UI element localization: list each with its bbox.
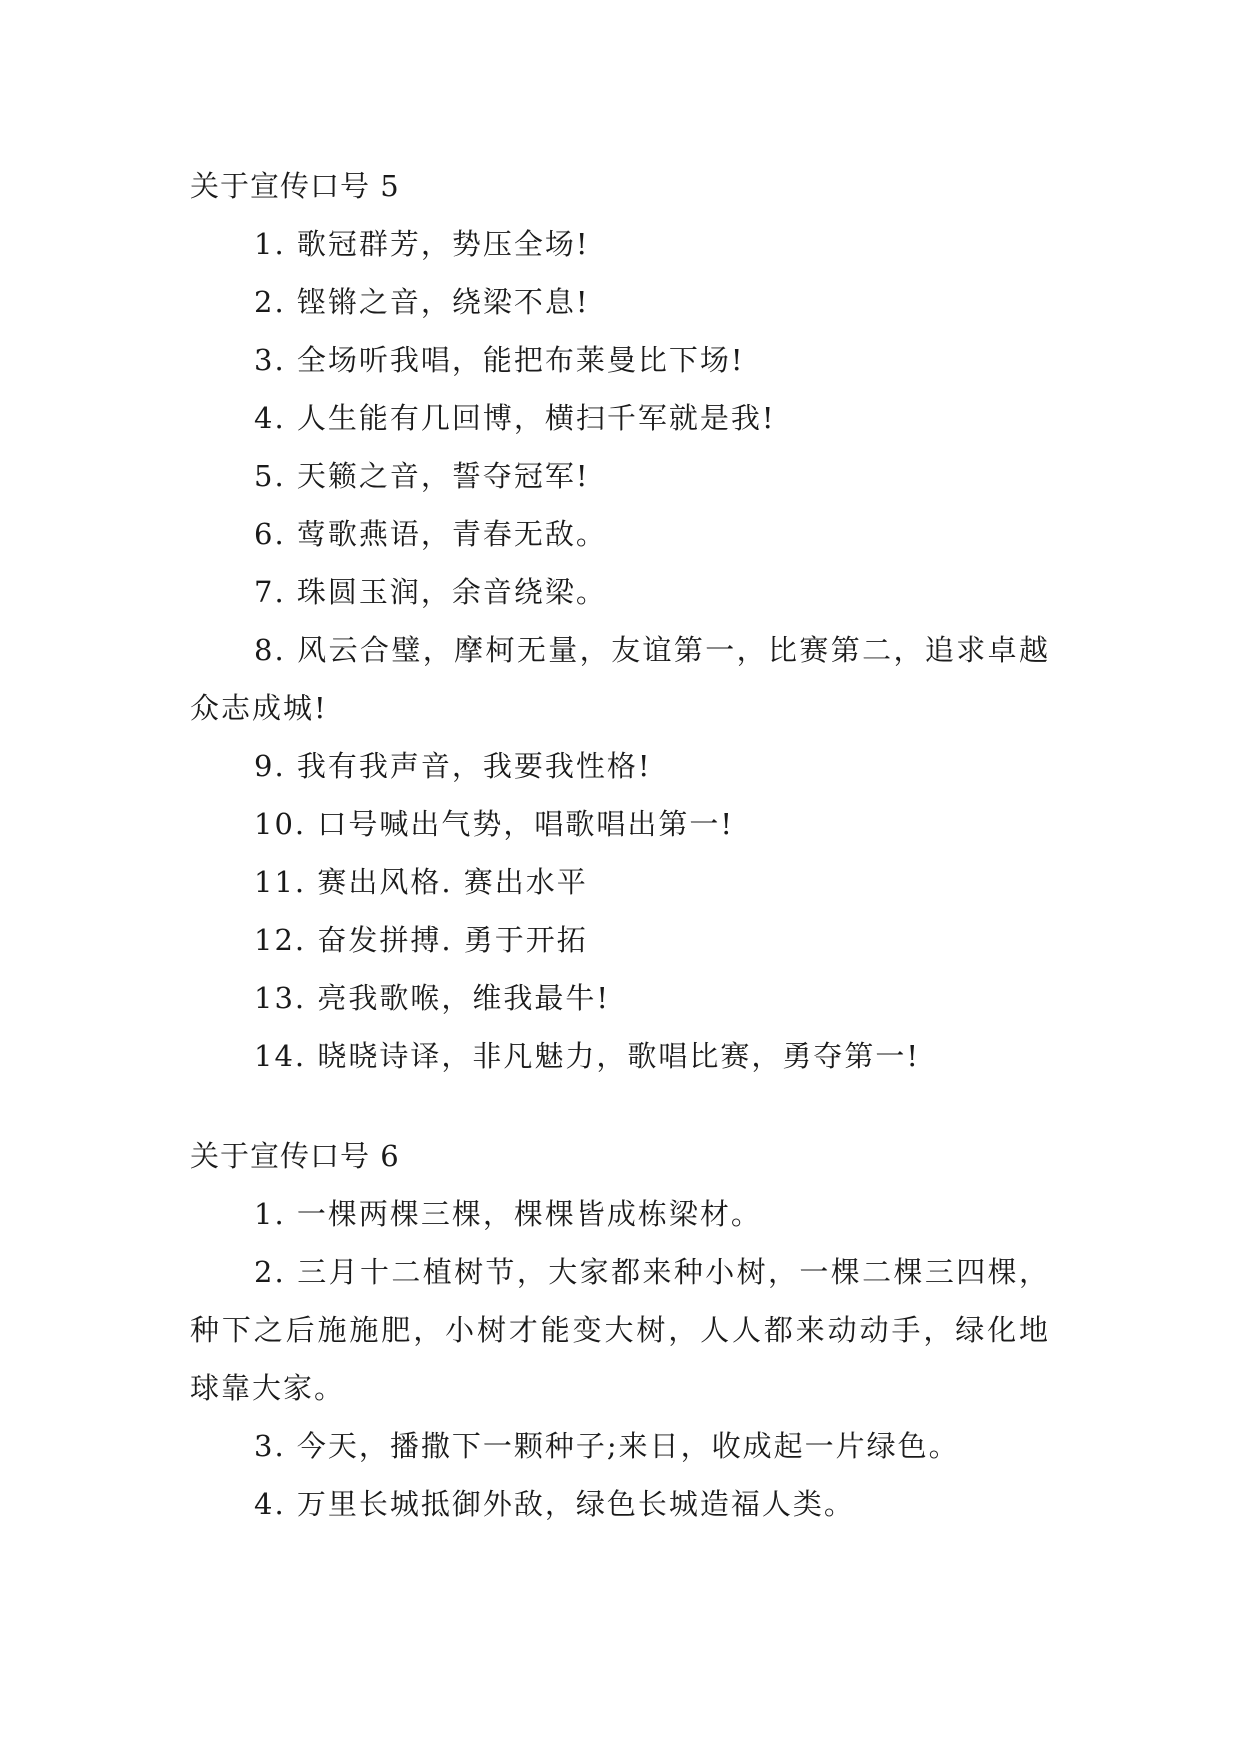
- list-item: 11. 赛出风格. 赛出水平: [254, 865, 588, 899]
- section-title: 关于宣传口号 6: [190, 1139, 400, 1173]
- list-item: 9. 我有我声音，我要我性格!: [254, 749, 652, 783]
- list-item: 14. 晓晓诗译，非凡魅力，歌唱比赛，勇夺第一!: [254, 1039, 920, 1073]
- section-title: 关于宣传口号 5: [190, 169, 400, 203]
- list-item: 2. 铿锵之音，绕梁不息!: [254, 285, 590, 319]
- list-item: 1. 歌冠群芳，势压全场!: [254, 227, 590, 261]
- list-item: 12. 奋发拼搏. 勇于开拓: [254, 923, 588, 957]
- list-item: 3. 今天，播撒下一颗种子;来日，收成起一片绿色。: [254, 1429, 960, 1463]
- list-item: 10. 口号喊出气势，唱歌唱出第一!: [254, 807, 734, 841]
- list-item: 5. 天籁之音，誓夺冠军!: [254, 459, 590, 493]
- document-body: [190, 157, 1050, 1533]
- list-item: 13. 亮我歌喉，维我最牛!: [254, 981, 610, 1015]
- section-spacer: [190, 1085, 1050, 1127]
- section-slogans-6: [190, 1127, 1050, 1533]
- list-item: 8. 风云合璧，摩柯无量，友谊第一，比赛第二，追求卓越众志成城!: [190, 633, 1050, 725]
- list-item: 2. 三月十二植树节，大家都来种小树，一棵二棵三四棵，种下之后施施肥，小树才能变大树，人人都来动动手，绿化地球靠大家。: [190, 1255, 1050, 1405]
- list-item: 1. 一棵两棵三棵，棵棵皆成栋梁材。: [254, 1197, 762, 1231]
- list-item: 4. 万里长城抵御外敌，绿色长城造福人类。: [254, 1487, 855, 1521]
- section-slogans-5: [190, 157, 1050, 1085]
- list-item: 6. 莺歌燕语，青春无敌。: [254, 517, 607, 551]
- list-item: 7. 珠圆玉润，余音绕梁。: [254, 575, 607, 609]
- list-item: 3. 全场听我唱，能把布莱曼比下场!: [254, 343, 745, 377]
- list-item: 4. 人生能有几回博，横扫千军就是我!: [254, 401, 776, 435]
